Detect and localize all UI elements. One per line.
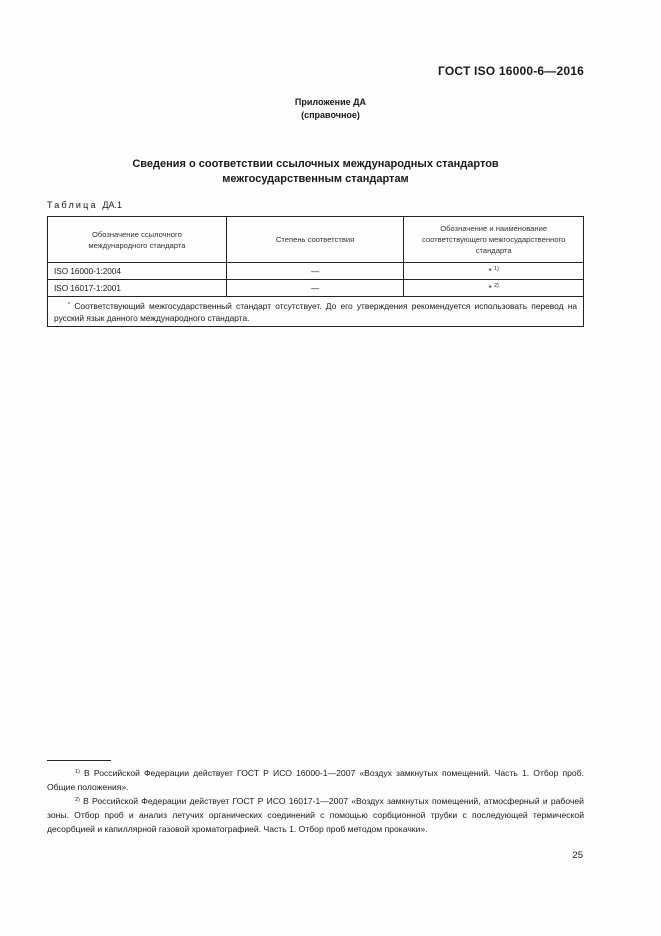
section-title-line1: Сведения о соответствии ссылочных международных стандартов <box>132 158 499 170</box>
note-text: Соответствующий межгосударственный стандарт отсутствует. До его утверждения рекомендуется использовать перевод на русский язык данного международного стандарта. <box>54 301 578 323</box>
table-note-row <box>48 297 584 327</box>
section-title-line2: межгосударственным стандартам <box>222 173 409 185</box>
page-number: 25 <box>572 850 583 861</box>
cell-interstate: * $^{1)}$ <box>404 263 584 280</box>
cell-interstate: * $^{2)}$ <box>404 280 584 297</box>
header-degree-of-conformity: Степень соответствия <box>226 217 404 263</box>
note-marker: * <box>68 302 71 308</box>
table-note <box>48 297 584 327</box>
cell-degree: — <box>226 280 404 297</box>
cell-degree: — <box>226 263 404 280</box>
section-title <box>0 157 631 187</box>
document-code: ГОСТ ISO 16000-6—2016 <box>438 64 584 78</box>
header-interstate-standard: Обозначение и наименование соответствующего межгосударственного стандарта <box>404 217 584 263</box>
table-caption <box>47 200 122 210</box>
table-row <box>48 280 584 297</box>
footnote-ref: 2) <box>493 282 499 289</box>
table-caption-number: ДА.1 <box>102 200 123 210</box>
annex-subtitle: (справочное) <box>301 110 360 120</box>
table-header-row <box>48 217 584 263</box>
table-row <box>48 263 584 280</box>
reference-standards-table <box>47 216 584 327</box>
annex-title: Приложение ДА <box>294 97 367 107</box>
cell-standard: ISO 16000-1:2004 <box>48 263 227 280</box>
header-international-standard: Обозначение ссылочного международного стандарта <box>48 217 227 263</box>
footnote-1: $^{1)}$ В Российской Федерации действует ГОСТ Р ИСО 16000-1—2007 «Воздух замкнутых помещений. Часть 1. Отбор проб. Общие положения». <box>47 768 584 792</box>
footnotes <box>47 766 584 836</box>
footnote-separator <box>47 760 111 761</box>
footnote-2: $^{2)}$ В Российской Федерации действует ГОСТ Р ИСО 16017-1—2007 «Воздух замкнутых помещений, атмосферный и рабочей зоны. Отбор проб и анализ летучих органических соединений с помощью сорбционной трубки с последующей термической десорбцией и капиллярной газовой хроматографией. Часть 1. Отбор проб методом прокачки». <box>47 796 584 834</box>
table-caption-label: Таблица <box>47 200 98 210</box>
cell-standard: ISO 16017-1:2001 <box>48 280 227 297</box>
footnote-ref: 1) <box>493 265 499 272</box>
